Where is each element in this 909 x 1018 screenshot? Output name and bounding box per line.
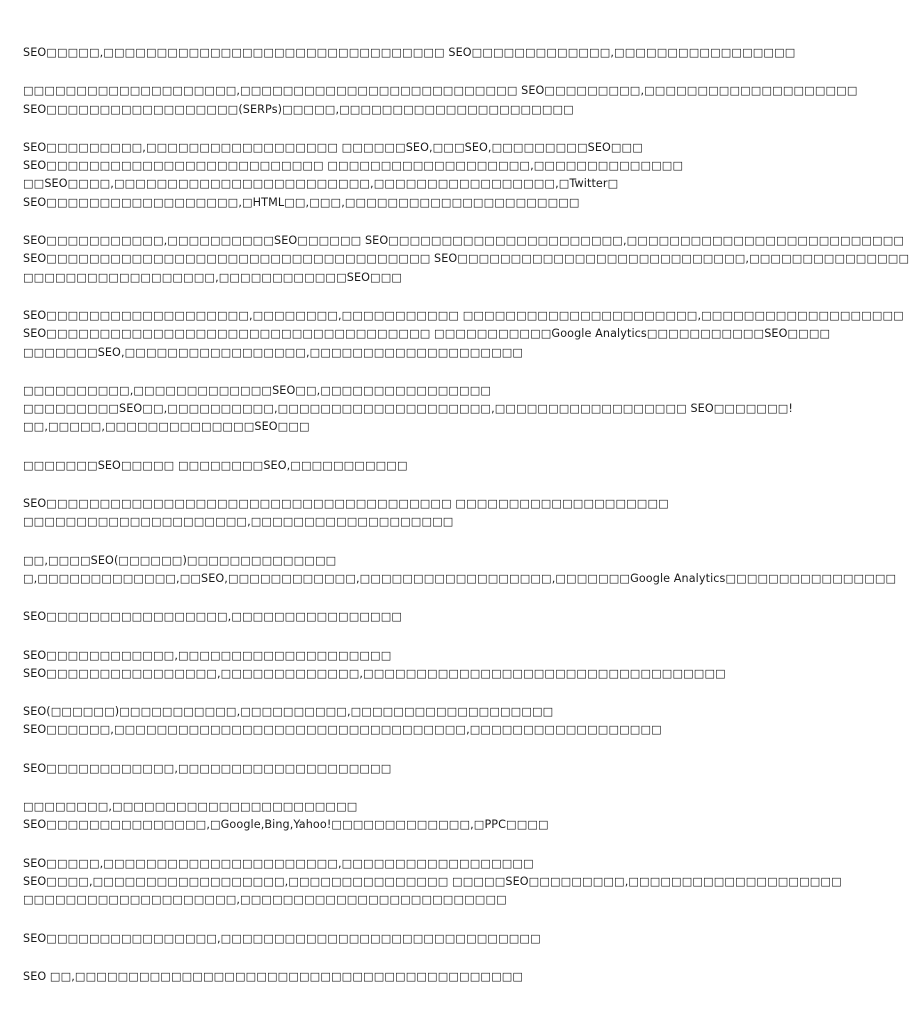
document-body <box>23 44 909 1006</box>
text-line: SEO□□□□□,□□□□□□□□□□□□□□□□□□□□□□□□□□□□□□□□ SEO□□□□□□□□□□□□□,□□□□□□□□□□□□□□□□□ <box>23 46 796 59</box>
paragraph <box>23 495 695 532</box>
paragraph <box>23 760 695 778</box>
text-line: SEO□□□□□□□□□□□□□□□□□□□□□□□□□□□□□□□□□□□□□□ □□□□□□□□□□□□□□□□□□□□ <box>23 497 669 511</box>
text-line: □□□□□□□□□□□□□□□□□□□□,□□□□□□□□□□□□□□□□□□□□□□□□□ <box>23 893 507 907</box>
paragraph <box>23 307 904 362</box>
paragraph <box>23 608 695 626</box>
text-line: □□□□□□□□□□□□□□□□□□,□□□□□□□□□□□□SEO□□□ <box>23 270 403 284</box>
text-line: SEO□□□□□□□□□□□□□□□,□Google,Bing,Yahoo!□□□□□□□□□□□□□,□PPC□□□□ <box>23 818 549 832</box>
paragraph <box>23 930 695 948</box>
text-line: □□,□□□□SEO(□□□□□□)□□□□□□□□□□□□□□ <box>23 553 337 567</box>
text-line: SEO□□□□□□□□□□□□□□□□□□□,□□□□□□□□,□□□□□□□□□□□ □□□□□□□□□□□□□□□□□□□□□□,□□□□□□□□□□□□□□□□□□□ <box>23 308 904 322</box>
text-line: SEO□□□□,□□□□□□□□□□□□□□□□□□,□□□□□□□□□□□□□□□ □□□□□SEO□□□□□□□□□,□□□□□□□□□□□□□□□□□□□□ <box>23 874 842 888</box>
text-line: □□SEO□□□□,□□□□□□□□□□□□□□□□□□□□□□□□,□□□□□□□□□□□□□□□□□,□Twitter□ <box>23 177 619 191</box>
text-line: SEO□□□□□□□□□□□,□□□□□□□□□□SEO□□□□□□ SEO□□□□□□□□□□□□□□□□□□□□□□,□□□□□□□□□□□□□□□□□□□□□□□□□□ <box>23 234 905 248</box>
text-line: SEO□□□□□□□□□□□□□□□□□□□□□□□□□□ □□□□□□□□□□□□□□□□□□□,□□□□□□□□□□□□□□ <box>23 159 684 173</box>
paragraph <box>23 82 858 119</box>
paragraph <box>23 703 695 740</box>
text-line: SEO□□□□□□□□□□□□□□□□□□□□□□□□□□□□□□□□□□□□ SEO□□□□□□□□□□□□□□□□□□□□□□□□□□□,□□□□□□□□□□□□□□□ <box>23 252 909 266</box>
paragraph <box>23 968 695 986</box>
text-line: SEO□□□□□□,□□□□□□□□□□□□□□□□□□□□□□□□□□□□□□□□□,□□□□□□□□□□□□□□□□□□ <box>23 723 662 737</box>
text-line: SEO□□□□□□□□□□□□□□□□□□,□HTML□□,□□□,□□□□□□□□□□□□□□□□□□□□□□ <box>23 195 580 209</box>
text-line: SEO□□□□□□□□□□□□,□□□□□□□□□□□□□□□□□□□□ <box>23 761 392 775</box>
text-line: □□□□□□□□□SEO□□,□□□□□□□□□□,□□□□□□□□□□□□□□□□□□□□,□□□□□□□□□□□□□□□□□□ SEO□□□□□□□! <box>23 402 793 416</box>
text-line: □□,□□□□□,□□□□□□□□□□□□□□SEO□□□ <box>23 420 310 434</box>
text-line: SEO□□□□□□□□□□□□□□□□,□□□□□□□□□□□□□,□□□□□□□□□□□□□□□□□□□□□□□□□□□□□□□□□□ <box>23 666 726 680</box>
text-line: SEO□□□□□,□□□□□□□□□□□□□□□□□□□□□□,□□□□□□□□□□□□□□□□□□ <box>23 856 534 870</box>
text-line: SEO(□□□□□□)□□□□□□□□□□□,□□□□□□□□□□,□□□□□□□□□□□□□□□□□□□ <box>23 705 554 719</box>
paragraph <box>23 457 695 475</box>
text-line: SEO□□□□□□□□□,□□□□□□□□□□□□□□□□□□ □□□□□□SEO,□□□SEO,□□□□□□□□□SEO□□□ <box>23 140 643 154</box>
text-line: SEO□□□□□□□□□□□□□□□□□,□□□□□□□□□□□□□□□□ <box>23 610 403 624</box>
paragraph <box>23 855 842 910</box>
text-line: SEO□□□□□□□□□□□□□□□□□□□□□□□□□□□□□□□□□□□□ □□□□□□□□□□□Google Analytics□□□□□□□□□□□SEO□□□□ <box>23 327 831 341</box>
text-line: □□□□□□□□□□□□□□□□□□□□□,□□□□□□□□□□□□□□□□□□□ <box>23 515 454 529</box>
paragraph <box>23 798 695 835</box>
text-line: □□□□□□□□,□□□□□□□□□□□□□□□□□□□□□□□ <box>23 800 358 814</box>
text-line: □,□□□□□□□□□□□□□,□□SEO,□□□□□□□□□□□□,□□□□□□□□□□□□□□□□□□,□□□□□□□Google Analytics□□□□□□□□□□□□□□□□ <box>23 571 897 585</box>
text-line: SEO□□□□□□□□□□□□□□□□,□□□□□□□□□□□□□□□□□□□□□□□□□□□□□□ <box>23 931 541 945</box>
text-line: □□□□□□□SEO,□□□□□□□□□□□□□□□□□,□□□□□□□□□□□□□□□□□□□□ <box>23 345 524 359</box>
paragraph <box>23 382 793 437</box>
paragraph <box>23 232 909 287</box>
text-line: SEO□□□□□□□□□□□□□□□□□□(SERPs)□□□□□,□□□□□□□□□□□□□□□□□□□□□□ <box>23 102 574 116</box>
paragraph <box>23 647 726 684</box>
text-line: □□□□□□□□□□□□□□□□□□□□,□□□□□□□□□□□□□□□□□□□□□□□□□□ SEO□□□□□□□□□,□□□□□□□□□□□□□□□□□□□□ <box>23 84 858 98</box>
paragraph <box>23 139 695 212</box>
text-line: SEO□□□□□□□□□□□□,□□□□□□□□□□□□□□□□□□□□ <box>23 648 392 662</box>
text-line: □□□□□□□□□□,□□□□□□□□□□□□□SEO□□,□□□□□□□□□□□□□□□□ <box>23 383 492 397</box>
text-line: SEO □□,□□□□□□□□□□□□□□□□□□□□□□□□□□□□□□□□□□□□□□□□□□ <box>23 969 524 983</box>
text-line: □□□□□□□SEO□□□□□ □□□□□□□□SEO,□□□□□□□□□□□ <box>23 458 408 472</box>
paragraph <box>23 44 796 62</box>
paragraph <box>23 552 897 589</box>
